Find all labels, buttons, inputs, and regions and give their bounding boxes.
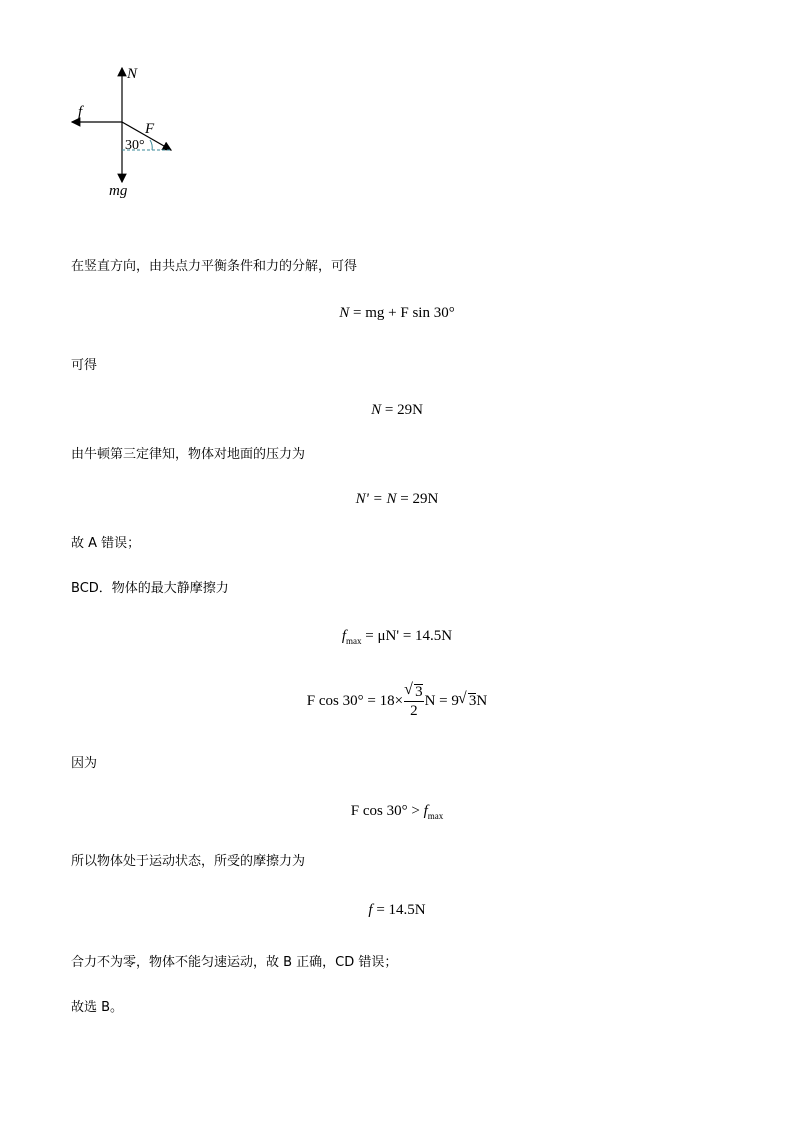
equation-5: F cos 30° = 18× √ $\frac{3}{2}$ N = 9√ 3N xyxy=(0,683,794,720)
label-N: N xyxy=(127,66,138,82)
angle-arc xyxy=(150,140,152,150)
paragraph-9: 故选 B。 xyxy=(71,1000,124,1015)
paragraph-1: 在竖直方向，由共点力平衡条件和力的分解，可得 xyxy=(71,259,358,274)
paragraph-6: 因为 xyxy=(71,756,98,771)
paragraph-7: 所以物体处于运动状态，所受的摩擦力为 xyxy=(71,854,306,869)
equation-4: $f_{max} = \mu N' = 14.5N$ xyxy=(341,628,453,646)
equation-2: N = 29N xyxy=(371,402,423,418)
paragraph-2: 可得 xyxy=(71,358,98,373)
paragraph-5: BCD．物体的最大静摩擦力 xyxy=(71,581,229,596)
equation-6: F $\cos 30^\circ > f_{max}$ xyxy=(350,803,444,821)
label-angle: 30° xyxy=(125,138,145,153)
equation-3: N' = N = 29N xyxy=(355,491,439,507)
equation-7: f = 14.5N xyxy=(368,902,426,918)
equation-1: N = mg + F sin 30° xyxy=(339,305,455,321)
label-f: f xyxy=(78,104,83,120)
paragraph-4: 故 A 错误； xyxy=(71,536,141,551)
label-F: F xyxy=(145,121,155,137)
force-diagram xyxy=(60,60,200,205)
label-mg: mg xyxy=(109,183,128,199)
paragraph-3: 由牛顿第三定律知，物体对地面的压力为 xyxy=(71,447,306,462)
paragraph-8: 合力不为零，物体不能匀速运动，故 B 正确，CD 错误； xyxy=(71,955,398,970)
